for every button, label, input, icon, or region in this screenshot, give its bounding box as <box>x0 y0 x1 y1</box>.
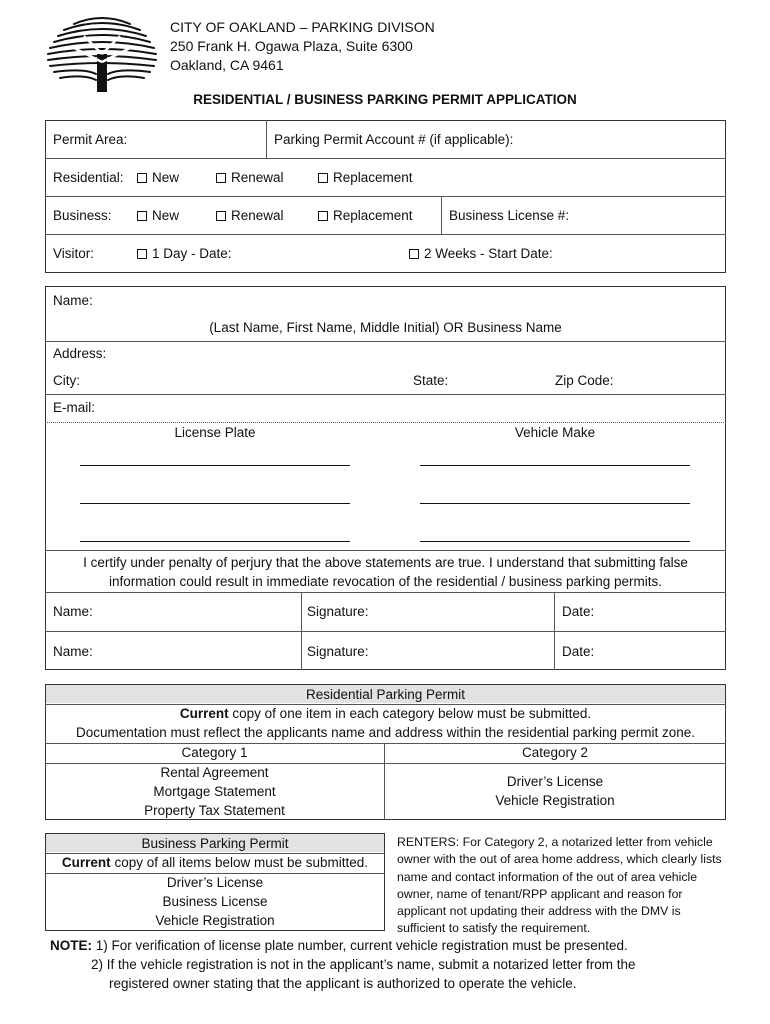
license-plate-header: License Plate <box>174 425 256 440</box>
checkbox-icon[interactable] <box>216 173 226 183</box>
visitor-one-day-option[interactable]: 1 Day - Date: <box>137 246 232 261</box>
vehicle-make-line-3[interactable] <box>420 541 690 542</box>
email-field[interactable] <box>100 397 720 419</box>
email-label: E-mail: <box>53 400 96 415</box>
vehicle-make-line-1[interactable] <box>420 465 690 466</box>
address-field[interactable] <box>110 344 720 366</box>
business-label: Business: <box>53 208 112 223</box>
checkbox-icon[interactable] <box>137 211 147 221</box>
category-2-item: Driver’s License <box>506 774 604 789</box>
name-hint: (Last Name, First Name, Middle Initial) OR Business Name <box>209 320 562 335</box>
state-field[interactable] <box>455 370 545 392</box>
residential-current-line: Current copy of one item in each category below must be submitted. <box>179 706 592 721</box>
business-item: Business License <box>162 894 268 909</box>
signer2-signature-label: Signature: <box>307 644 369 659</box>
business-permit-title: Business Parking Permit <box>141 836 289 851</box>
address-label: Address: <box>53 346 107 361</box>
form-title: RESIDENTIAL / BUSINESS PARKING PERMIT APPLICATION <box>193 92 577 107</box>
state-label: State: <box>413 373 449 388</box>
checkbox-icon[interactable] <box>318 211 328 221</box>
name-field[interactable] <box>100 290 720 312</box>
signer1-name-field[interactable] <box>100 596 295 626</box>
zip-field[interactable] <box>618 370 720 392</box>
business-renewal-option[interactable]: Renewal <box>216 208 284 223</box>
residential-label: Residential: <box>53 170 124 185</box>
certify-line-1: I certify under penalty of perjury that the above statements are true. I understand that submitting false <box>83 555 688 570</box>
license-plate-line-1[interactable] <box>80 465 350 466</box>
visitor-two-weeks-option[interactable]: 2 Weeks - Start Date: <box>409 246 553 261</box>
vehicle-make-header: Vehicle Make <box>514 425 596 440</box>
signer1-signature-field[interactable] <box>375 596 547 626</box>
signer1-date-field[interactable] <box>600 596 720 626</box>
org-address-line2: Oakland, CA 9461 <box>170 57 284 73</box>
org-name: CITY OF OAKLAND – PARKING DIVISON <box>170 19 435 35</box>
residential-documentation-line: Documentation must reflect the applicants name and address within the residential parking permit zone. <box>75 725 696 740</box>
category-1-header: Category 1 <box>181 745 248 760</box>
business-item: Driver’s License <box>166 875 264 890</box>
business-item: Vehicle Registration <box>155 913 275 928</box>
permit-account-field[interactable] <box>530 124 720 154</box>
vehicle-make-line-2[interactable] <box>420 503 690 504</box>
business-license-label: Business License #: <box>449 208 570 223</box>
certify-line-2: information could result in immediate revocation of the residential / business parking permits. <box>108 574 663 589</box>
category-1-item: Mortgage Statement <box>153 784 276 799</box>
category-2-header: Category 2 <box>521 745 589 760</box>
note-item-2-line-2: registered owner stating that the applicant is authorized to operate the vehicle. <box>109 976 577 991</box>
residential-renewal-option[interactable]: Renewal <box>216 170 284 185</box>
signer1-date-label: Date: <box>562 604 595 619</box>
permit-area-field[interactable] <box>140 124 260 154</box>
note-item-2-line-1: 2) If the vehicle registration is not in the applicant’s name, submit a notarized letter from the <box>91 957 636 972</box>
license-plate-line-3[interactable] <box>80 541 350 542</box>
residential-new-option[interactable]: New <box>137 170 179 185</box>
signer2-signature-field[interactable] <box>375 636 547 666</box>
permit-area-label: Permit Area: <box>53 132 128 147</box>
renters-note: RENTERS: For Category 2, a notarized letter from vehicle owner with the out of area home address, which clearly lists name and contact information of the out of area vehicle owner, name of tenant/RPP applicant and reason for applicant not updating their address with the DMV is sufficient to satisfy the requirement. <box>397 835 722 936</box>
signer2-date-label: Date: <box>562 644 595 659</box>
signer2-name-field[interactable] <box>100 636 295 666</box>
oakland-oak-tree-logo <box>44 14 160 92</box>
residential-replacement-option[interactable]: Replacement <box>318 170 413 185</box>
signer1-name-label: Name: <box>53 604 93 619</box>
business-replacement-option[interactable]: Replacement <box>318 208 413 223</box>
checkbox-icon[interactable] <box>137 173 147 183</box>
checkbox-icon[interactable] <box>137 249 147 259</box>
business-current-line: Current copy of all items below must be submitted. <box>61 855 369 870</box>
org-address-line1: 250 Frank H. Ogawa Plaza, Suite 6300 <box>170 38 413 54</box>
category-1-item: Property Tax Statement <box>144 803 285 818</box>
visitor-label: Visitor: <box>53 246 95 261</box>
residential-permit-title: Residential Parking Permit <box>305 687 466 702</box>
city-label: City: <box>53 373 80 388</box>
license-plate-line-2[interactable] <box>80 503 350 504</box>
permit-account-label: Parking Permit Account # (if applicable): <box>274 132 514 147</box>
name-label: Name: <box>53 293 93 308</box>
note-item-1: NOTE: 1) For verification of license plate number, current vehicle registration must be presented. <box>50 938 628 953</box>
category-2-item: Vehicle Registration <box>495 793 615 808</box>
business-license-field[interactable] <box>570 200 720 230</box>
signer2-name-label: Name: <box>53 644 93 659</box>
zip-label: Zip Code: <box>555 373 614 388</box>
checkbox-icon[interactable] <box>318 173 328 183</box>
checkbox-icon[interactable] <box>216 211 226 221</box>
city-field[interactable] <box>85 370 405 392</box>
checkbox-icon[interactable] <box>409 249 419 259</box>
business-new-option[interactable]: New <box>137 208 179 223</box>
signer1-signature-label: Signature: <box>307 604 369 619</box>
signer2-date-field[interactable] <box>600 636 720 666</box>
category-1-item: Rental Agreement <box>160 765 269 780</box>
